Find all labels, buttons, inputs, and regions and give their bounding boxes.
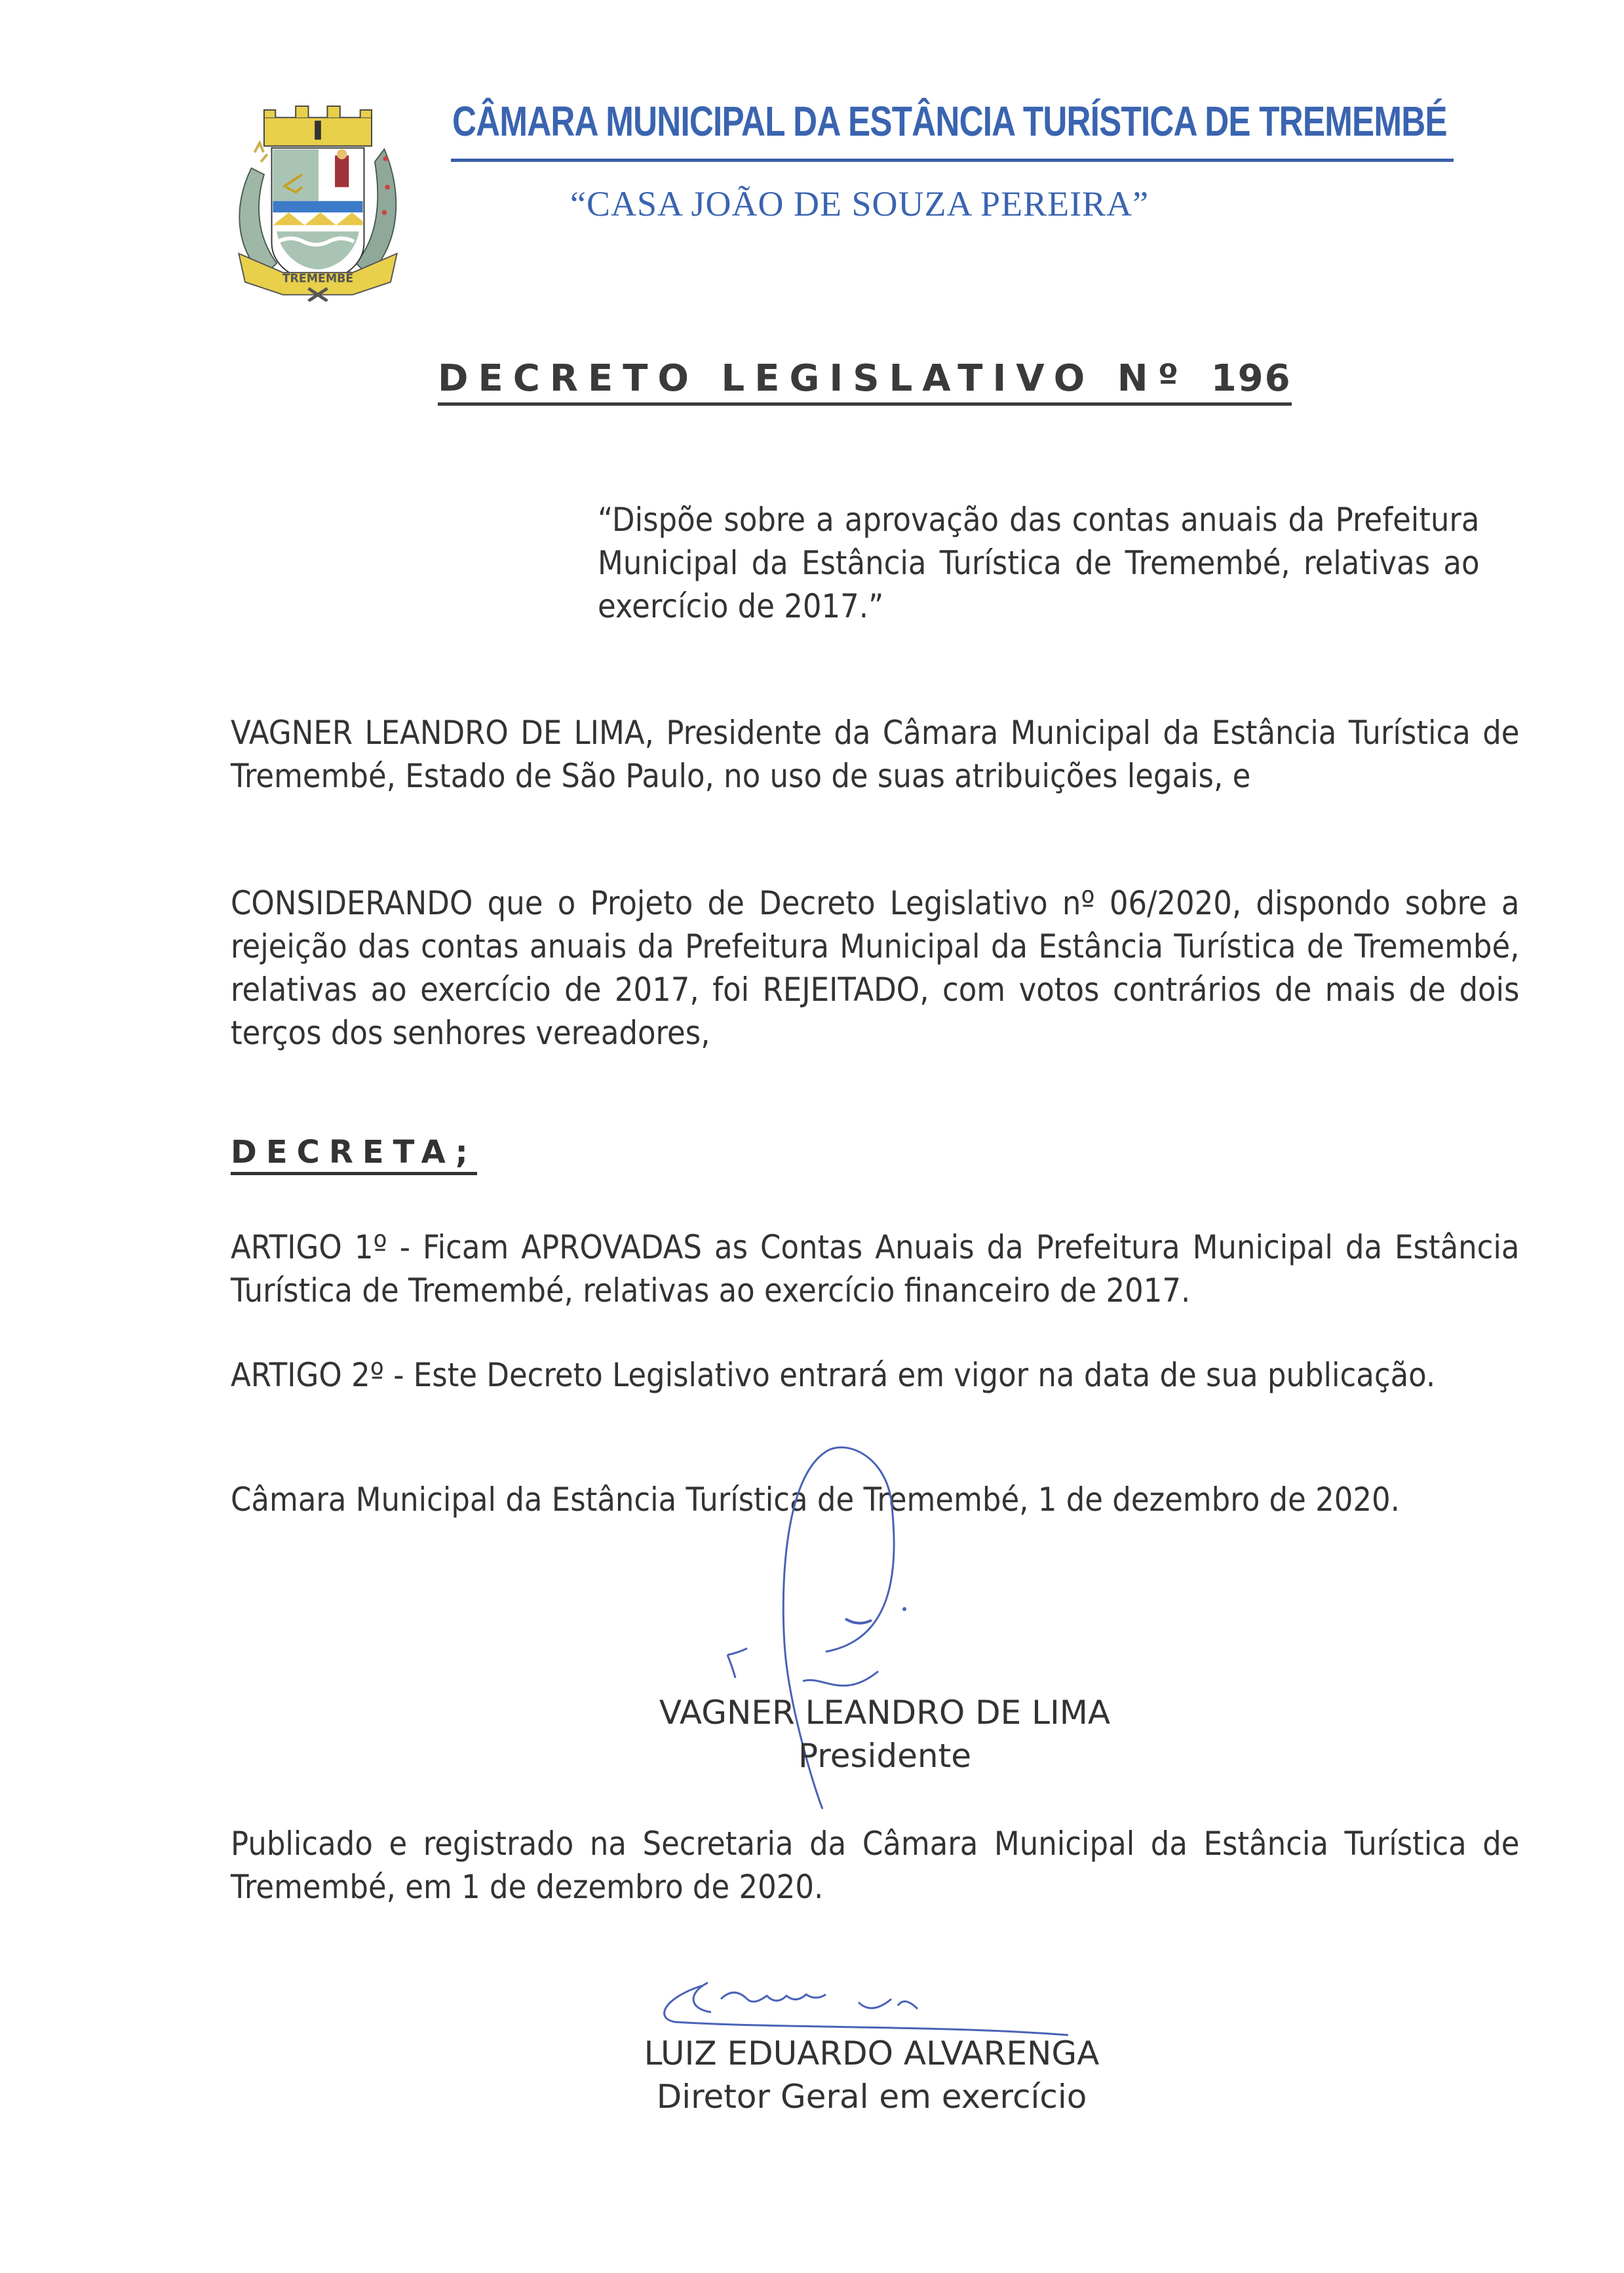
preamble-paragraph: VAGNER LEANDRO DE LIMA, Presidente da Câmara Municipal da Estância Turística de Tremembé, Estado de São Paulo, no uso de suas atribuições legais, e (231, 714, 1520, 795)
president-role: Presidente (798, 1737, 971, 1775)
document-title-label: DECRETO LEGISLATIVO Nº (438, 357, 1189, 400)
decree-number: 196 (1210, 357, 1292, 400)
ementa: “Dispõe sobre a aprovação das contas anuais da Prefeitura Municipal da Estância Turística de Tremembé, relativas ao exercício de 2017.” (598, 501, 1480, 625)
president-signature-block (590, 1691, 1180, 1778)
article-1: ARTIGO 1º - Ficam APROVADAS as Contas Anuais da Prefeitura Municipal da Estância Turística de Tremembé, relativas ao exercício financeiro de 2017. (231, 1228, 1520, 1310)
director-signature-block (577, 2032, 1167, 2118)
organization-subtitle: “CASA JOÃO DE SOUZA PEREIRA” (570, 184, 1150, 223)
considerando-paragraph: CONSIDERANDO que o Projeto de Decreto Legislativo nº 06/2020, dispondo sobre a rejeição das contas anuais da Prefeitura Municipal da Estância Turística de Tremembé, relativas ao exercício de 2017, foi REJEITADO, com votos contrários de mais de dois terços dos senhores vereadores, (231, 884, 1520, 1052)
article-2: ARTIGO 2º - Este Decreto Legislativo entrará em vigor na data de sua publicação. (231, 1356, 1436, 1394)
coat-of-arms-icon (226, 92, 410, 301)
place-and-date: Câmara Municipal da Estância Turística de Tremembé, 1 de dezembro de 2020. (231, 1481, 1400, 1519)
director-name: LUIZ EDUARDO ALVARENGA (644, 2034, 1100, 2072)
svg-text:TREMEMBÉ: TREMEMBÉ (282, 272, 354, 286)
president-name: VAGNER LEANDRO DE LIMA (659, 1694, 1111, 1732)
organization-title: CÂMARA MUNICIPAL DA ESTÂNCIA TURÍSTICA DE TREMEMBÉ (452, 98, 1447, 145)
publication-note: Publicado e registrado na Secretaria da Câmara Municipal da Estância Turística de Tremembé, em 1 de dezembro de 2020. (231, 1825, 1520, 1906)
document-title (438, 357, 1292, 406)
decreta-heading: DECRETA; (231, 1134, 477, 1175)
director-signature-icon (649, 1973, 1075, 2038)
header-divider (451, 159, 1454, 162)
director-role: Diretor Geral em exercício (656, 2078, 1087, 2116)
